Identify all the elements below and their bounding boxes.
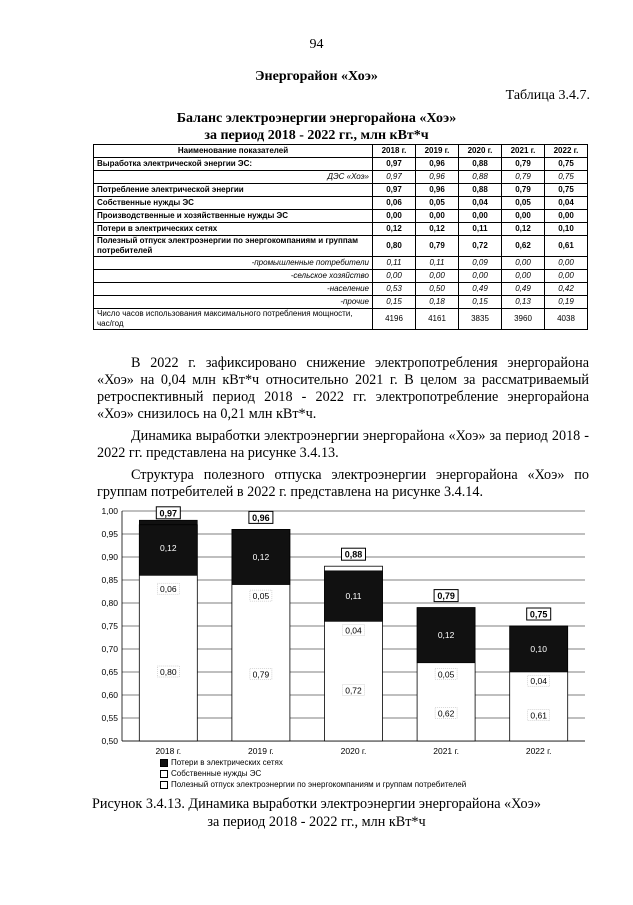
cell-value: 3835 [459,309,502,330]
cell-value: 0,88 [459,158,502,171]
cell-value: 0,72 [459,236,502,257]
y-tick-label: 0,85 [101,575,118,585]
row-label: Собственные нужды ЭС [94,197,373,210]
paragraph: В 2022 г. зафиксировано снижение электропотребления энергорайона «Хоэ» на 0,04 млн кВт*ч относительно 2021 г. В целом за рассматриваемый ретроспективный период 2018 - 2022 гг. электропотребление энергорайона «Хоэ» снизилось на 0,21 млн кВт*ч. [97,355,589,422]
row-label: Производственные и хозяйственные нужды ЭС [94,210,373,223]
cell-value: 0,00 [416,270,459,283]
cell-value: 0,62 [502,236,545,257]
data-label: 0,80 [160,667,177,677]
header-cell: 2022 г. [545,145,588,158]
row-label: Полезный отпуск электроэнергии по энергокомпаниям и группам потребителей [94,236,373,257]
y-tick-label: 0,95 [101,529,118,539]
data-label: 0,05 [437,669,455,680]
cell-value: 0,00 [502,257,545,270]
table-header-row [94,145,588,158]
table-row [94,158,588,171]
row-label: -промышленные потребители [94,257,373,270]
table-title [0,110,633,144]
cell-value: 4161 [416,309,459,330]
data-label: 0,10 [530,644,547,654]
cell-value: 0,00 [373,270,416,283]
cell-value: 0,11 [416,257,459,270]
table-row [94,296,588,309]
total-label: 0,79 [437,591,455,602]
legend-swatch-icon [160,781,168,789]
cell-value: 0,06 [373,197,416,210]
table-row [94,236,588,257]
table-row [94,171,588,184]
caption-line2: за период 2018 - 2022 гг., млн кВт*ч [207,814,426,830]
y-tick-label: 1,00 [101,506,118,516]
cell-value: 0,49 [502,283,545,296]
table-row [94,283,588,296]
row-label: Потребление электрической энергии [94,184,373,197]
cell-value: 0,79 [502,184,545,197]
cell-value: 3960 [502,309,545,330]
cell-value: 0,00 [545,257,588,270]
cell-value: 0,05 [502,197,545,210]
cell-value: 0,19 [545,296,588,309]
data-label: 0,62 [437,708,455,719]
y-tick-label: 0,90 [101,552,118,562]
cell-value: 4038 [545,309,588,330]
cell-value: 0,42 [545,283,588,296]
paragraph: Структура полезного отпуска электроэнергии энергорайона «Хоэ» по группам потребителей в 2022 г. представлена на рисунке 3.4.14. [97,467,589,500]
row-label: Выработка электрической энергии ЭС: [94,158,373,171]
cell-value: 0,12 [416,223,459,236]
chart-legend [160,757,466,790]
cell-value: 0,97 [373,158,416,171]
cell-value: 0,04 [459,197,502,210]
x-tick-label: 2018 г. [155,746,182,756]
row-label: ДЭС «Хоэ» [94,171,373,184]
data-label: 0,05 [252,591,270,602]
table-row [94,184,588,197]
page-number: 94 [309,37,324,52]
cell-value: 0,75 [545,158,588,171]
y-tick-label: 0,50 [101,736,118,746]
header-cell: 2020 г. [459,145,502,158]
data-label: 0,79 [252,669,270,680]
x-tick-label: 2021 г. [433,746,459,756]
total-label: 0,96 [252,512,270,523]
table-row [94,223,588,236]
row-label: Число часов использования максимального потребления мощности, час/год [94,309,373,330]
cell-value: 0,11 [459,223,502,236]
total-label: 0,97 [159,508,178,519]
body-text [97,355,589,501]
cell-value: 0,05 [416,197,459,210]
x-tick-label: 2019 г. [248,746,274,756]
cell-value: 0,15 [459,296,502,309]
data-label: 0,61 [530,710,547,721]
cell-value: 0,18 [416,296,459,309]
legend-swatch-icon [160,770,168,778]
cell-value: 0,97 [373,171,416,184]
data-label: 0,04 [345,625,362,636]
table-title-line1: Баланс электроэнергии энергорайона «Хоэ» [176,111,457,126]
data-label: 0,12 [160,542,177,553]
legend-label: Полезный отпуск электроэнергии по энергокомпаниям и группам потребителей [171,780,467,789]
header-cell: Наименование показателей [94,145,373,158]
cell-value: 0,04 [545,197,588,210]
data-label: 0,04 [530,676,547,687]
row-label: Потери в электрических сетях [94,223,373,236]
caption-line1: Рисунок 3.4.13. Динамика выработки электроэнергии энергорайона «Хоэ» [92,796,541,812]
cell-value: 0,49 [459,283,502,296]
cell-value: 0,61 [545,236,588,257]
table-row [94,197,588,210]
cell-value: 0,97 [373,184,416,197]
generation-chart [90,505,595,760]
table-row [94,309,588,330]
data-label: 0,06 [160,584,177,595]
table-number: Таблица 3.4.7. [505,88,590,103]
table-body [94,158,588,330]
x-tick-label: 2022 г. [525,746,552,756]
cell-value: 0,88 [459,184,502,197]
header-cell: 2018 г. [373,145,416,158]
cell-value: 0,00 [545,210,588,223]
table-row [94,210,588,223]
figure-caption [0,795,633,831]
row-label: -население [94,283,373,296]
cell-value: 0,00 [416,210,459,223]
cell-value: 0,75 [545,171,588,184]
paragraph: Динамика выработки электроэнергии энергорайона «Хоэ» за период 2018 - 2022 гг. представлена на рисунке 3.4.13. [97,428,589,461]
data-label: 0,11 [345,591,362,602]
y-tick-label: 0,75 [101,621,118,631]
cell-value: 0,10 [545,223,588,236]
total-label: 0,88 [344,549,363,560]
cell-value: 0,96 [416,171,459,184]
cell-value: 0,96 [416,184,459,197]
balance-table [93,144,588,330]
legend-item [160,768,466,779]
cell-value: 0,80 [373,236,416,257]
cell-value: 0,00 [502,210,545,223]
cell-value: 0,00 [459,210,502,223]
cell-value: 0,53 [373,283,416,296]
cell-value: 0,79 [502,158,545,171]
table-title-line2: за период 2018 - 2022 гг., млн кВт*ч [204,128,429,143]
cell-value: 0,79 [502,171,545,184]
legend-swatch-icon [160,759,168,767]
header-cell: 2019 г. [416,145,459,158]
cell-value: 0,12 [502,223,545,236]
y-tick-label: 0,60 [101,690,118,700]
table-row [94,257,588,270]
table-row [94,270,588,283]
cell-value: 0,88 [459,171,502,184]
data-label: 0,12 [252,552,270,562]
data-label: 0,12 [437,630,455,641]
cell-value: 0,75 [545,184,588,197]
legend-label: Собственные нужды ЭС [171,769,262,778]
cell-value: 0,09 [459,257,502,270]
y-tick-label: 0,80 [101,598,118,608]
row-label: -сельское хозяйство [94,270,373,283]
cell-value: 0,00 [502,270,545,283]
data-label: 0,72 [345,685,362,696]
cell-value: 0,13 [502,296,545,309]
row-label: -прочие [94,296,373,309]
cell-value: 0,00 [459,270,502,283]
y-tick-label: 0,70 [101,644,118,654]
section-heading: Энергорайон «Хоэ» [255,69,378,84]
legend-label: Потери в электрических сетях [171,758,283,767]
cell-value: 0,00 [373,210,416,223]
cell-value: 0,00 [545,270,588,283]
cell-value: 0,79 [416,236,459,257]
cell-value: 4196 [373,309,416,330]
y-tick-label: 0,55 [101,713,118,723]
legend-item [160,757,466,768]
cell-value: 0,12 [373,223,416,236]
y-tick-label: 0,65 [101,667,118,677]
cell-value: 0,11 [373,257,416,270]
cell-value: 0,15 [373,296,416,309]
header-cell: 2021 г. [502,145,545,158]
cell-value: 0,96 [416,158,459,171]
cell-value: 0,50 [416,283,459,296]
total-label: 0,75 [529,609,548,620]
x-tick-label: 2020 г. [340,746,367,756]
legend-item [160,779,466,790]
